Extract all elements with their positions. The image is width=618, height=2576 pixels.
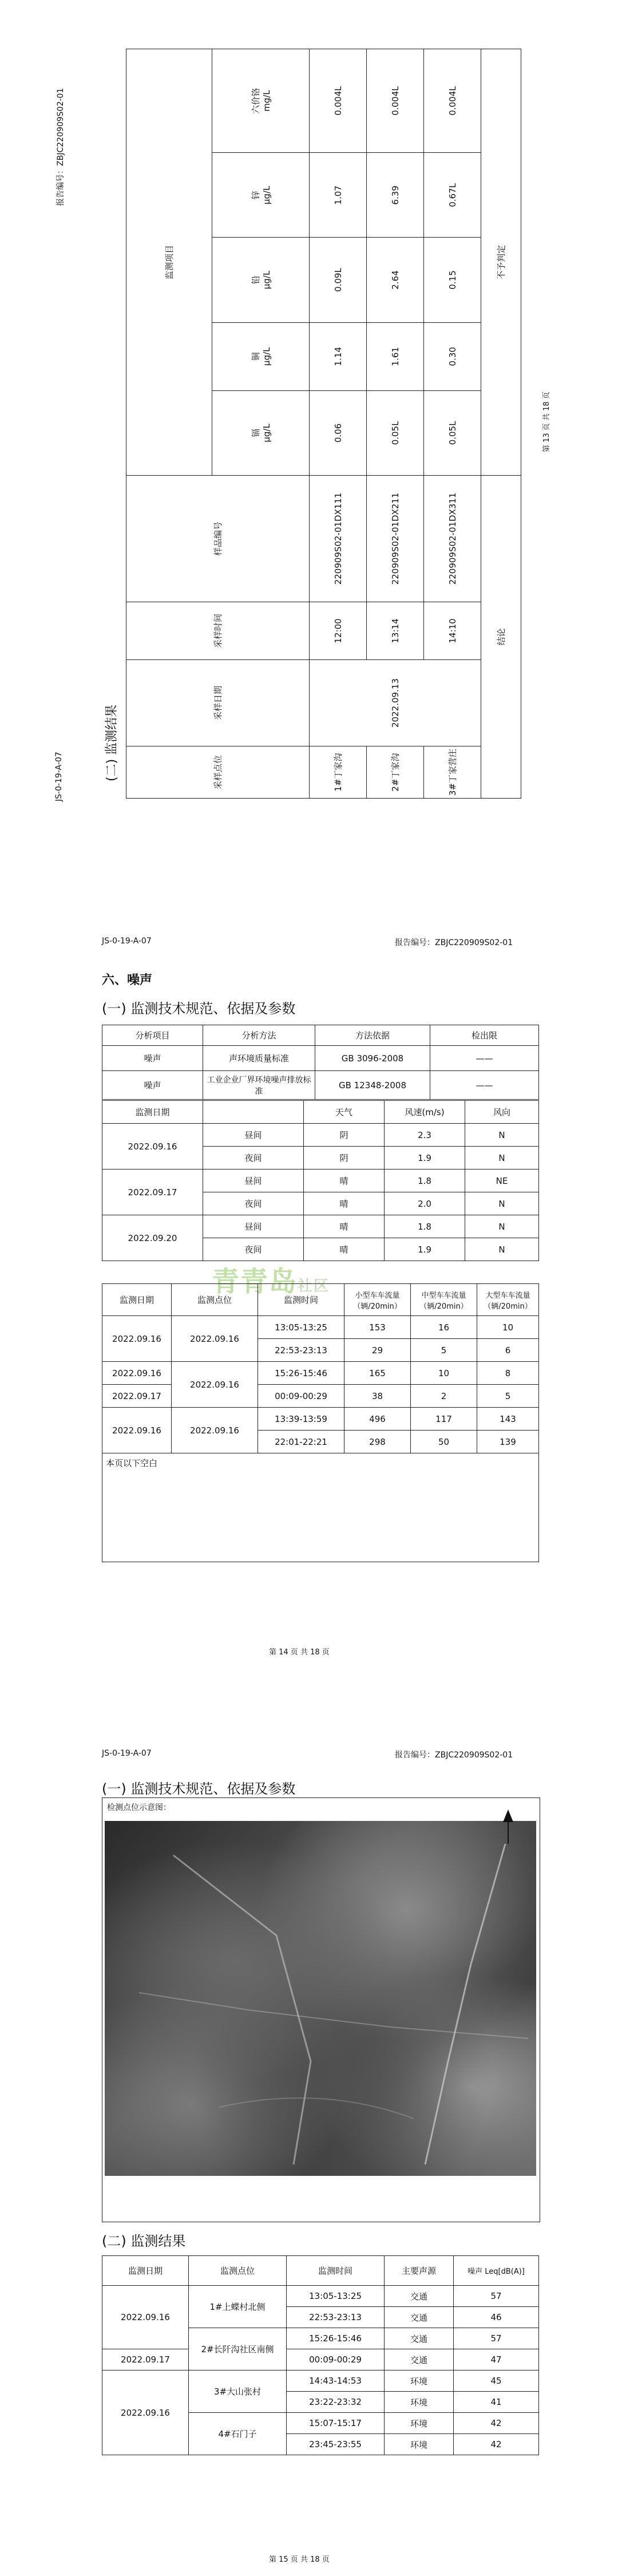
table-cell: N bbox=[465, 1192, 539, 1215]
page-footer: 第 14 页 共 18 页 bbox=[269, 1648, 330, 1657]
table-cell: 10 bbox=[477, 1316, 539, 1339]
table-cell: 165 bbox=[344, 1362, 411, 1385]
table-cell: 2022.09.16 bbox=[102, 1362, 172, 1385]
table-cell: 50 bbox=[411, 1431, 477, 1453]
table-cell: 昼间 bbox=[203, 1215, 304, 1238]
table-cell: 220909S02-01DX111 bbox=[310, 476, 367, 602]
col-header: 监测点位 bbox=[189, 2256, 287, 2286]
table-cell: 2022.09.16 bbox=[102, 2370, 189, 2455]
table-cell: 6 bbox=[477, 1339, 539, 1362]
water-results-table bbox=[126, 49, 521, 799]
table-cell: 0.15 bbox=[424, 238, 481, 322]
table-cell: 2.64 bbox=[367, 238, 424, 322]
col-header: 中型车车流量（辆/20min） bbox=[411, 1284, 477, 1316]
table-cell: 5 bbox=[411, 1339, 477, 1362]
table-cell: 2022.09.16 bbox=[172, 1362, 258, 1408]
col-header: 监测日期 bbox=[102, 1101, 203, 1124]
table-cell: 夜间 bbox=[203, 1192, 304, 1215]
table-cell: 5 bbox=[477, 1385, 539, 1408]
table-cell: 1.61 bbox=[367, 322, 424, 390]
table-cell: 41 bbox=[454, 2392, 539, 2413]
table-cell: 00:09-00:29 bbox=[287, 2349, 385, 2370]
table-cell: 496 bbox=[344, 1408, 411, 1431]
col-header: 监测时间 bbox=[258, 1284, 344, 1316]
table-cell: 2022.09.16 bbox=[172, 1408, 258, 1453]
table-cell: 00:09-00:29 bbox=[258, 1385, 344, 1408]
table-cell: 工业企业厂界环境噪声排放标准 bbox=[203, 1071, 315, 1100]
page-13 bbox=[0, 0, 618, 801]
col-header: 分析方法 bbox=[203, 1025, 315, 1046]
table-cell: 2022.09.13 bbox=[310, 660, 481, 746]
table-cell: 6.39 bbox=[367, 153, 424, 238]
table-cell: 139 bbox=[477, 1431, 539, 1453]
table-cell: 8 bbox=[477, 1362, 539, 1385]
col-header: 监测时间 bbox=[287, 2256, 385, 2286]
table-cell: 阴 bbox=[304, 1147, 385, 1170]
table-cell: 2#长阡沟社区南侧 bbox=[189, 2328, 287, 2370]
section-title: (二) 监测结果 bbox=[105, 704, 119, 781]
table-cell: 14:43-14:53 bbox=[287, 2370, 385, 2392]
table-cell: 16 bbox=[411, 1316, 477, 1339]
table-cell: 14:10 bbox=[424, 602, 481, 660]
table-cell: 23:22-23:32 bbox=[287, 2392, 385, 2413]
table-cell: 0.67L bbox=[424, 153, 481, 238]
table-cell: 22:53-23:13 bbox=[258, 1339, 344, 1362]
table-cell: 15:26-15:46 bbox=[258, 1362, 344, 1385]
table-cell: GB 3096-2008 bbox=[315, 1046, 430, 1071]
table-cell: 3#丁家营庄 bbox=[424, 746, 481, 799]
table-cell: 1.14 bbox=[310, 322, 367, 390]
table-cell: 38 bbox=[344, 1385, 411, 1408]
table-cell: N bbox=[465, 1238, 539, 1261]
table-cell: 环境 bbox=[385, 2392, 454, 2413]
doc-code: JS-0-19-A-07 bbox=[54, 752, 64, 801]
table-cell: —— bbox=[430, 1046, 539, 1071]
table-cell: 2022.09.16 bbox=[102, 1124, 203, 1170]
col-header: 监测项目 bbox=[126, 49, 212, 476]
item-header: 铜 μg/L bbox=[212, 322, 310, 390]
col-header: 风速(m/s) bbox=[385, 1101, 465, 1124]
table-cell: 4#石门子 bbox=[189, 2413, 287, 2455]
table-cell: 13:14 bbox=[367, 602, 424, 660]
table-cell: 12:00 bbox=[310, 602, 367, 660]
table-cell: 45 bbox=[454, 2370, 539, 2392]
table-cell: 0.004L bbox=[424, 49, 481, 153]
table-cell: 0.06 bbox=[310, 390, 367, 475]
table-cell: 1.9 bbox=[385, 1238, 465, 1261]
table-cell: 117 bbox=[411, 1408, 477, 1431]
table-cell: 0.05L bbox=[367, 390, 424, 475]
table-cell: 2#丁家沟 bbox=[367, 746, 424, 799]
sub-heading: (一) 监测技术规范、依据及参数 bbox=[102, 1001, 296, 1017]
table-cell: 57 bbox=[454, 2286, 539, 2307]
table-cell: 2022.09.16 bbox=[102, 1316, 172, 1362]
map-frame bbox=[102, 1797, 540, 2222]
table-cell: 23:45-23:55 bbox=[287, 2434, 385, 2455]
table-cell: 42 bbox=[454, 2434, 539, 2455]
table-cell: 昼间 bbox=[203, 1170, 304, 1192]
table-cell: N bbox=[465, 1215, 539, 1238]
col-header: 样品编号 bbox=[126, 476, 310, 602]
method-table bbox=[102, 1025, 539, 1100]
table-cell: 0.05L bbox=[424, 390, 481, 475]
conclusion-value: 不予判定 bbox=[481, 49, 521, 476]
table-cell: 1.07 bbox=[310, 153, 367, 238]
table-cell: 13:05-13:25 bbox=[287, 2286, 385, 2307]
report-number: 报告编号：ZBJC220909S02-01 bbox=[395, 938, 513, 947]
section-heading: 六、噪声 bbox=[102, 973, 153, 987]
col-header: 主要声源 bbox=[385, 2256, 454, 2286]
traffic-table bbox=[102, 1283, 539, 1562]
table-cell: 47 bbox=[454, 2349, 539, 2370]
table-cell: 环境 bbox=[385, 2413, 454, 2434]
table-cell: 晴 bbox=[304, 1170, 385, 1192]
table-cell: 2022.09.17 bbox=[102, 2349, 189, 2370]
table-cell: 15:26-15:46 bbox=[287, 2328, 385, 2349]
table-cell: 1.9 bbox=[385, 1147, 465, 1170]
col-header: 风向 bbox=[465, 1101, 539, 1124]
watermark-logo: 青青岛社区 bbox=[212, 1266, 330, 1298]
satellite-map-image bbox=[105, 1821, 536, 2176]
item-header: 六价铬 mg/L bbox=[212, 49, 310, 153]
col-header: 监测日期 bbox=[102, 2256, 189, 2286]
table-cell: 2.3 bbox=[385, 1124, 465, 1147]
table-cell: 噪声 bbox=[102, 1071, 203, 1100]
page-14 bbox=[0, 916, 618, 1689]
item-header: 铅 μg/L bbox=[212, 238, 310, 322]
col-header: 监测日期 bbox=[102, 1284, 172, 1316]
page-15 bbox=[0, 1726, 618, 2576]
table-cell: 1.8 bbox=[385, 1170, 465, 1192]
table-cell: 交通 bbox=[385, 2286, 454, 2307]
table-cell: 0.09L bbox=[310, 238, 367, 322]
table-cell: 10 bbox=[411, 1362, 477, 1385]
table-cell: 1#丁家沟 bbox=[310, 746, 367, 799]
table-cell: 2022.09.17 bbox=[102, 1385, 172, 1408]
table-cell: 夜间 bbox=[203, 1238, 304, 1261]
table-cell: 阴 bbox=[304, 1124, 385, 1147]
table-cell: 交通 bbox=[385, 2349, 454, 2370]
col-header: 方法依据 bbox=[315, 1025, 430, 1046]
table-cell: 环境 bbox=[385, 2370, 454, 2392]
sub-heading: (一) 监测技术规范、依据及参数 bbox=[102, 1781, 296, 1797]
table-cell: 153 bbox=[344, 1316, 411, 1339]
table-cell: 46 bbox=[454, 2307, 539, 2328]
table-cell: 2022.09.20 bbox=[102, 1215, 203, 1261]
table-cell: 2022.09.17 bbox=[102, 1170, 203, 1215]
table-cell: 2.0 bbox=[385, 1192, 465, 1215]
table-cell: 1.8 bbox=[385, 1215, 465, 1238]
table-cell: 2022.09.16 bbox=[102, 1408, 172, 1453]
map-label: 检测点位示意图： bbox=[107, 1803, 171, 1812]
table-cell: 13:39-13:59 bbox=[258, 1408, 344, 1431]
doc-code: JS-0-19-A-07 bbox=[102, 937, 152, 946]
table-cell: 0.004L bbox=[310, 49, 367, 153]
table-cell: 15:07-15:17 bbox=[287, 2413, 385, 2434]
table-cell: 声环境质量标准 bbox=[203, 1046, 315, 1071]
table-cell: 0.004L bbox=[367, 49, 424, 153]
table-cell: NE bbox=[465, 1170, 539, 1192]
table-cell: 22:01-22:21 bbox=[258, 1431, 344, 1453]
table-cell: 夜间 bbox=[203, 1147, 304, 1170]
item-header: 锌 μg/L bbox=[212, 153, 310, 238]
north-arrow-shaft bbox=[508, 1821, 509, 1844]
table-cell: 3#大山张村 bbox=[189, 2370, 287, 2413]
table-cell: N bbox=[465, 1124, 539, 1147]
doc-code: JS-0-19-A-07 bbox=[102, 1749, 152, 1758]
table-cell: GB 12348-2008 bbox=[315, 1071, 430, 1100]
noise-results-table bbox=[102, 2255, 539, 2455]
col-header: 采样日期 bbox=[126, 660, 310, 746]
table-cell: 298 bbox=[344, 1431, 411, 1453]
col-header: 采样点位 bbox=[126, 746, 310, 799]
conclusion-label: 结论 bbox=[481, 476, 521, 799]
table-cell: 0.30 bbox=[424, 322, 481, 390]
page-footer: 第 15 页 共 18 页 bbox=[269, 2555, 330, 2564]
col-header bbox=[203, 1101, 304, 1124]
table-cell: 交通 bbox=[385, 2328, 454, 2349]
table-cell: 昼间 bbox=[203, 1124, 304, 1147]
col-header: 小型车车流量（辆/20min） bbox=[344, 1284, 411, 1316]
table-cell: —— bbox=[430, 1071, 539, 1100]
table-cell: 220909S02-01DX311 bbox=[424, 476, 481, 602]
col-header: 检出限 bbox=[430, 1025, 539, 1046]
blank-note: 本页以下空白 bbox=[102, 1453, 539, 1562]
col-header: 噪声 Leq[dB(A)] bbox=[454, 2256, 539, 2286]
table-cell: 晴 bbox=[304, 1192, 385, 1215]
col-header: 监测点位 bbox=[172, 1284, 258, 1316]
table-cell: 噪声 bbox=[102, 1046, 203, 1071]
table-cell: 交通 bbox=[385, 2307, 454, 2328]
table-cell: 42 bbox=[454, 2413, 539, 2434]
report-number: 报告编号：ZBJC220909S02-01 bbox=[56, 88, 65, 206]
north-arrow-icon bbox=[503, 1809, 513, 1822]
table-cell: 22:53-23:13 bbox=[287, 2307, 385, 2328]
table-cell: 2022.09.16 bbox=[172, 1316, 258, 1362]
item-header: 镉 μg/L bbox=[212, 390, 310, 475]
col-header: 天气 bbox=[304, 1101, 385, 1124]
page-footer: 第 13 页 共 18 页 bbox=[542, 392, 551, 452]
table-cell: 220909S02-01DX211 bbox=[367, 476, 424, 602]
col-header: 分析项目 bbox=[102, 1025, 203, 1046]
table-cell: 57 bbox=[454, 2328, 539, 2349]
report-number: 报告编号：ZBJC220909S02-01 bbox=[395, 1751, 513, 1760]
table-cell: 环境 bbox=[385, 2434, 454, 2455]
table-cell: N bbox=[465, 1147, 539, 1170]
table-cell: 1#上蝶村北侧 bbox=[189, 2286, 287, 2328]
table-cell: 晴 bbox=[304, 1215, 385, 1238]
table-cell: 2 bbox=[411, 1385, 477, 1408]
table-cell: 晴 bbox=[304, 1238, 385, 1261]
col-header: 大型车车流量（辆/20min） bbox=[477, 1284, 539, 1316]
table-cell: 29 bbox=[344, 1339, 411, 1362]
weather-table bbox=[102, 1100, 539, 1261]
col-header: 采样时间 bbox=[126, 602, 310, 660]
table-cell: 143 bbox=[477, 1408, 539, 1431]
table-cell: 13:05-13:25 bbox=[258, 1316, 344, 1339]
results-heading: (二) 监测结果 bbox=[102, 2233, 186, 2249]
table-cell: 2022.09.16 bbox=[102, 2286, 189, 2349]
